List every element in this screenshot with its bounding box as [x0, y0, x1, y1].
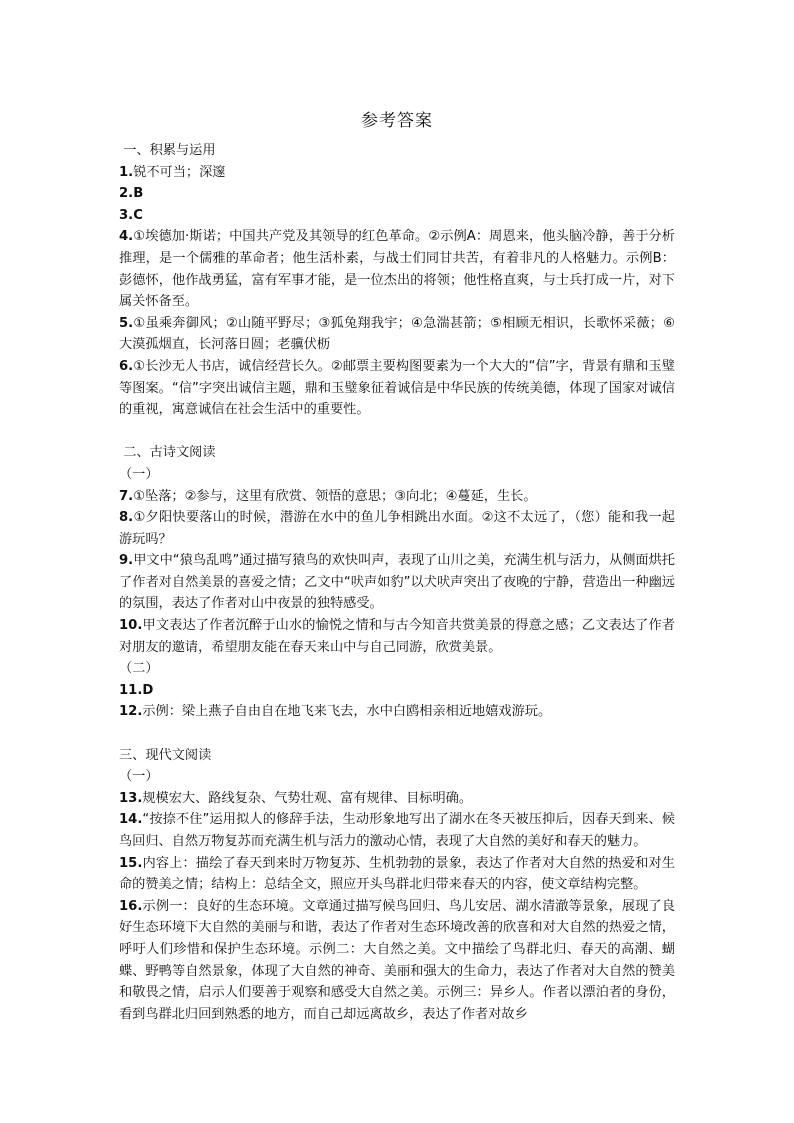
- answer-item: 12.示例：梁上燕子自由自在地飞来飞去，水中白鸥相亲相近地嬉戏游玩。: [119, 704, 552, 720]
- answer-item: 4.①埃德加·斯诺；中国共产党及其领导的红色革命。②示例A：周恩来，他头脑冷静，善于分析推理，是一个儒雅的革命者；他生活朴素，与战士们同甘共苦，有着非凡的人格魅力。示例B：彭德怀，他作战勇猛，富有军事才能，是一位杰出的将领；他性格直爽，与士兵打成一片，对下属关怀备至。: [119, 229, 675, 310]
- section-heading: 二、古诗文阅读: [119, 445, 216, 461]
- answer-item: 14.“按捺不住”运用拟人的修辞手法，生动形象地写出了湖水在冬天被压抑后，因春天到来、候鸟回归、自然万物复苏而充满生机与活力的激动心情，表现了大自然的美好和春天的魅力。: [119, 812, 675, 849]
- answer-item: 3.C: [119, 207, 143, 223]
- answer-item: 9.甲文中“猿鸟乱鸣”通过描写猿鸟的欢快叫声，表现了山川之美，充满生机与活力，从侧面烘托了作者对自然美景的喜爱之情；乙文中“吠声如豹”以犬吠声突出了夜晚的宁静，营造出一种幽远的氛围，表达了作者对山中夜景的独特感受。: [119, 553, 675, 612]
- spacer: [119, 723, 675, 745]
- answer-item: 13.规模宏大、路线复杂、气势壮观、富有规律、目标明确。: [119, 790, 473, 806]
- answer-item: 15.内容上：描绘了春天到来时万物复苏、生机勃勃的景象，表达了作者对大自然的热爱和对生命的赞美之情；结构上：总结全文，照应开头鸟群北归带来春天的内容，使文章结构完整。: [119, 855, 675, 893]
- answer-item: 7.①坠落；②参与，这里有欣赏、领悟的意思；③向北；④蔓延，生长。: [119, 488, 537, 504]
- answer-item: 6.①长沙无人书店，诚信经营长久。②邮票主要构图要素为一个大大的“信”字，背景有鼎和玉璧等图案。“信”字突出诚信主题，鼎和玉璧象征着诚信是中华民族的传统美德，体现了国家对诚信的重视，寓意诚信在社会生活中的重要性。: [119, 358, 675, 418]
- answer-item: 5.①虽乘奔御风；②山随平野尽；③狐兔翔我宇；④急湍甚箭；⑤相顾无相识，长歌怀采薇；⑥大漠孤烟直，长河落日圆；老骥伏枥: [119, 315, 675, 353]
- answer-item: 8.①夕阳快要落山的时候，潜游在水中的鱼儿争相跳出水面。②这不太远了，（您）能和我一起游玩吗？: [119, 510, 675, 547]
- page-title: 参考答案: [361, 111, 433, 131]
- answer-content: [119, 140, 675, 1025]
- sub-section-label: （二）: [119, 661, 159, 677]
- answer-item: 16.示例一：良好的生态环境。文章通过描写候鸟回归、鸟儿安居、湖水清澈等景象，展现了良好生态环境下大自然的美丽与和谐，表达了作者对生态环境改善的欣喜和对大自然的热爱之情，呼吁人们珍惜和保护生态环境。示例二：大自然之美。文中描绘了鸟群北归、春天的高潮、蝴蝶、野鸭等自然景象，体现了大自然的神奇、美丽和强大的生命力，表达了作者对大自然的赞美和敬畏之情，启示人们要善于观察和感受大自然之美。示例三：异乡人。作者以漂泊者的身份，看到鸟群北归回到熟悉的地方，而自己却远离故乡，表达了作者对故乡: [119, 898, 675, 1022]
- sub-section-label: （一）: [119, 466, 159, 482]
- section-heading: 三、现代文阅读: [119, 747, 212, 763]
- spacer: [119, 421, 675, 443]
- section-heading: 一、积累与运用: [119, 143, 216, 158]
- answer-item: 1.锐不可当；深邃: [119, 164, 226, 180]
- answer-item: 10.甲文表达了作者沉醉于山水的愉悦之情和与古今知音共赏美景的得意之感；乙文表达了作者对朋友的邀请，希望朋友能在春天来山中与自己同游，欣赏美景。: [119, 618, 675, 655]
- answer-item: 2.B: [119, 186, 144, 202]
- sub-section-label: （一）: [119, 769, 159, 785]
- answer-item: 11.D: [119, 682, 154, 698]
